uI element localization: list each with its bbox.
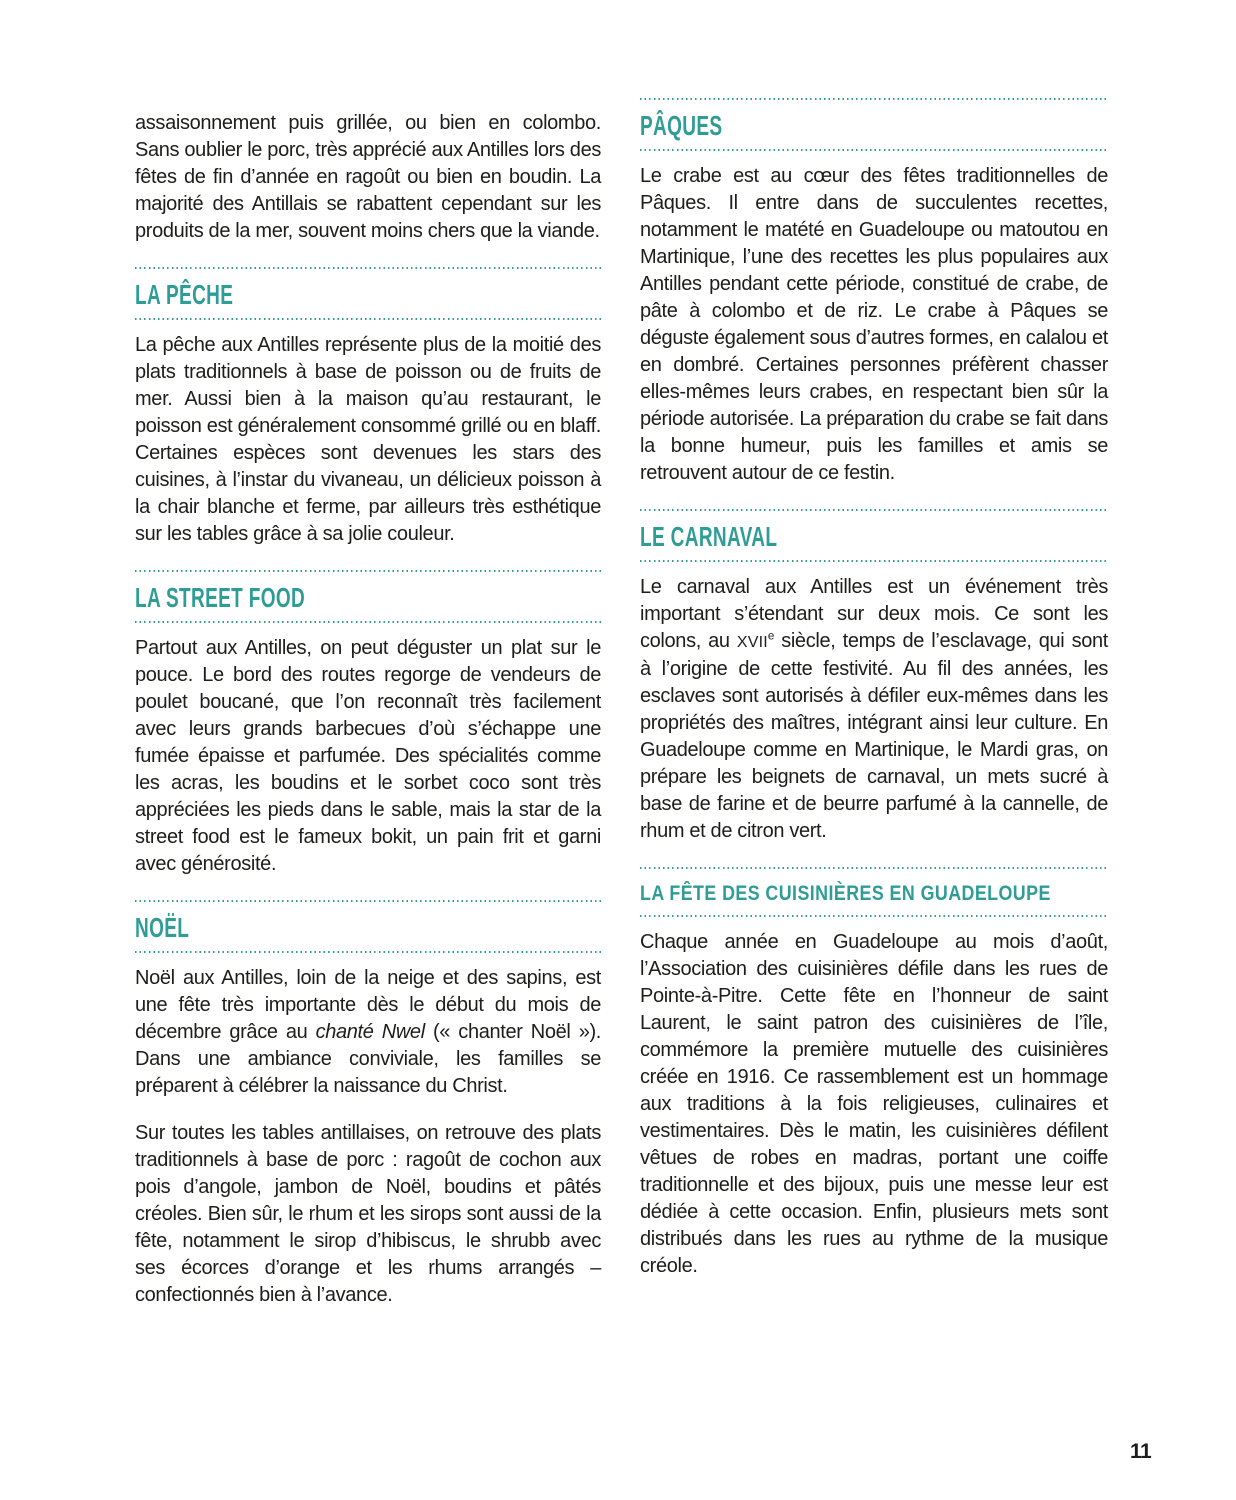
- dotted-rule-bottom: [135, 621, 601, 623]
- smallcaps-run: XVII: [736, 634, 768, 651]
- section-fete-des-cuisinieres: [640, 867, 1108, 1280]
- section-title: LA STREET FOOD: [135, 582, 306, 613]
- dotted-rule-bottom: [135, 951, 601, 953]
- section-title: LE CARNAVAL: [640, 521, 778, 552]
- dotted-rule-bottom: [640, 560, 1108, 562]
- section-paques: [640, 98, 1108, 487]
- intro-continuation: [135, 110, 601, 245]
- section-body: [135, 635, 601, 878]
- dotted-rule-bottom: [640, 915, 1108, 917]
- body-paragraph: Chaque année en Guadeloupe au mois d’août, l’Association des cuisinières défile dans les rues de Pointe-à-Pitre. Cette fête en l’honneur de saint Laurent, le saint patron des cuisinières de l’île, commémore la première mutuelle des cuisinières créée en 1916. Ce rassemblement est un hommage aux traditions à la fois religieuses, culinaires et vestimentaires. Dès le matin, les cuisinières défilent vêtues de robes en madras, portant une coiffe traditionnelle et des bijoux, puis une messe leur est dédiée à cette occasion. Enfin, plusieurs mets sont distribués dans les rues au rythme de la musique créole.: [640, 931, 1108, 1277]
- section-body: [640, 929, 1108, 1280]
- right-column: [640, 98, 1108, 1280]
- superscript-run: e: [767, 629, 774, 643]
- body-paragraph: La pêche aux Antilles représente plus de la moitié des plats traditionnels à base de poisson ou de fruits de mer. Aussi bien à la maison qu’au restaurant, le poisson est généralement consommé grillé ou en blaff. Certaines espèces sont devenues les stars des cuisines, à l’instar du vivaneau, un délicieux poisson à la chair blanche et ferme, par ailleurs très esthétique sur les tables grâce à sa jolie couleur.: [135, 334, 601, 545]
- dotted-rule-top: [135, 900, 601, 902]
- section-body: [135, 965, 601, 1309]
- body-paragraph: Le crabe est au cœur des fêtes traditionnelles de Pâques. Il entre dans de succulentes recettes, notamment le matété en Guadeloupe ou matoutou en Martinique, l’une des recettes les plus populaires aux Antilles pendant cette période, constitué de crabe, de pâte à colombo et de riz. Le crabe à Pâques se déguste également sous d’autres formes, en calalou et en dombré. Certaines personnes préfèrent chasser elles-mêmes leurs crabes, en respectant bien sûr la période autorisée. La préparation du crabe se fait dans la bonne humeur, puis les familles et amis se retrouvent autour de ce festin.: [640, 165, 1108, 484]
- body-paragraph: Sur toutes les tables antillaises, on retrouve des plats traditionnels à base de porc : ragoût de cochon aux pois d’angole, jambon de Noël, boudins et pâtés créoles. Bien sûr, le rhum et les sirops sont aussi de la fête, notamment le sirop d’hibiscus, le shrubb avec ses écorces d’orange et les rhums arrangés – confectionnés bien à l’avance.: [135, 1122, 601, 1306]
- dotted-rule-top: [640, 867, 1108, 869]
- dotted-rule-top: [135, 570, 601, 572]
- dotted-rule-top: [640, 509, 1108, 511]
- dotted-rule-bottom: [135, 318, 601, 320]
- paragraph-run: Le carnaval aux Antilles est un événement très important s’étendant sur deux mois. Ce sont les colons, au: [640, 576, 1108, 652]
- dotted-rule-top: [135, 267, 601, 269]
- paragraph-run: siècle, temps de l’esclavage, qui sont à l’origine de cette festivité. Au fil des années, les esclaves sont autorisés à défiler eux-mêmes dans les propriétés des maîtres, intégrant ainsi leur culture. En Guadeloupe comme en Martinique, le Mardi gras, on prépare les beignets de carnaval, un mets sucré à base de farine et de beurre parfumé à la cannelle, de rhum et de citron vert.: [640, 630, 1108, 842]
- body-paragraph: [640, 574, 1108, 845]
- page-number: 11: [1130, 1440, 1152, 1463]
- section-title: LA PÊCHE: [135, 279, 234, 310]
- section-header: [135, 570, 601, 623]
- section-la-street-food: [135, 570, 601, 878]
- section-header: [640, 98, 1108, 151]
- section-header: [640, 509, 1108, 562]
- section-la-peche: [135, 267, 601, 548]
- section-title: PÂQUES: [640, 110, 723, 141]
- section-header: [135, 900, 601, 953]
- section-body: [135, 332, 601, 548]
- left-column: [135, 110, 601, 1309]
- dotted-rule-top: [640, 98, 1108, 100]
- body-paragraph: [135, 965, 601, 1100]
- section-title: NOËL: [135, 912, 190, 943]
- dotted-rule-bottom: [640, 149, 1108, 151]
- italic-run: chanté Nwel: [315, 1021, 425, 1043]
- section-header: [135, 267, 601, 320]
- section-body: [640, 574, 1108, 845]
- section-le-carnaval: [640, 509, 1108, 845]
- section-noel: [135, 900, 601, 1309]
- body-paragraph: assaisonnement puis grillée, ou bien en colombo. Sans oublier le porc, très apprécié aux Antilles lors des fêtes de fin d’année en ragoût ou bien en boudin. La majorité des Antillais se rabattent cependant sur les produits de la mer, souvent moins chers que la viande.: [135, 112, 601, 242]
- section-header: [640, 867, 1108, 917]
- body-paragraph: Partout aux Antilles, on peut déguster un plat sur le pouce. Le bord des routes regorge de vendeurs de poulet boucané, que l’on reconnaît très facilement avec leurs grands barbecues d’où s’échappe une fumée épaisse et parfumée. Des spécialités comme les acras, les boudins et le sorbet coco sont très appréciées les pieds dans le sable, mais la star de la street food est le fameux bokit, un pain frit et garni avec générosité.: [135, 637, 601, 875]
- paragraph-run: (« chanter Noël »). Dans une ambiance conviviale, les familles se préparent à célébrer la naissance du Christ.: [135, 1021, 601, 1097]
- section-body: [640, 163, 1108, 487]
- paragraph-run: Noël aux Antilles, loin de la neige et des sapins, est une fête très importante dès le début du mois de décembre grâce au: [135, 967, 601, 1043]
- section-title: LA FÊTE DES CUISINIÈRES EN GUADELOUPE: [640, 882, 1051, 905]
